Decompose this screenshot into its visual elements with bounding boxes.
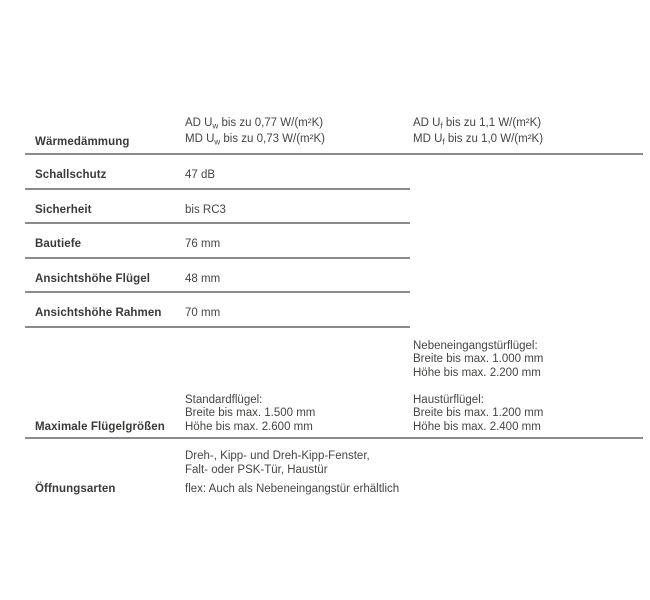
row-label-security: Sicherheit	[35, 203, 92, 216]
thermal-uf-line2: MD $U_f$ bis zu 1,0 W/(m²K)	[413, 133, 544, 147]
depth-value: 76 mm	[185, 238, 221, 250]
side-entry-title: Nebeneingangstürflügel:	[413, 339, 538, 352]
frame-height-value: 70 mm	[185, 307, 221, 319]
row-max-sash-sizes	[25, 328, 643, 438]
front-door-height: Höhe bis max. 2.400 mm	[413, 420, 541, 433]
row-label-max-sizes: Maximale Flügelgrößen	[35, 420, 165, 433]
row-frame-face-height	[25, 293, 643, 326]
opening-types-line2: Falt- oder PSK-Tür, Haustür	[185, 463, 328, 476]
thermal-uw-values	[185, 117, 413, 149]
standard-sash-width: Breite bis max. 1.500 mm	[185, 407, 316, 419]
row-label-depth: Bautiefe	[35, 238, 82, 250]
front-door-title: Haustürflügel:	[413, 393, 484, 406]
row-opening-types	[25, 439, 643, 501]
sash-height-value: 48 mm	[185, 272, 221, 285]
row-label-opening-types: Öffnungsarten	[35, 483, 116, 495]
opening-types-values	[185, 450, 413, 497]
spec-table	[25, 117, 643, 501]
row-label-thermal: Wärmedämmung	[35, 135, 130, 148]
row-label-sound: Schallschutz	[35, 169, 107, 181]
thermal-uw-line2: MD $U_w$ bis zu 0,73 W/(m²K)	[185, 133, 325, 147]
standard-sash-height: Höhe bis max. 2.600 mm	[185, 420, 313, 433]
max-sizes-standard-block	[185, 394, 413, 435]
security-value: bis RC3	[185, 203, 226, 216]
max-sizes-door-blocks	[413, 340, 643, 435]
sound-value: 47 dB	[185, 169, 216, 181]
side-entry-height: Höhe bis max. 2.200 mm	[413, 366, 541, 379]
row-sound-insulation	[25, 155, 643, 188]
row-label-sash-height: Ansichtshöhe Flügel	[35, 272, 150, 285]
row-construction-depth	[25, 224, 643, 257]
side-entry-width: Breite bis max. 1.000 mm	[413, 353, 544, 365]
front-door-block	[413, 394, 643, 435]
opening-types-flex-note: flex: Auch als Nebeneingangstür erhältlich	[185, 483, 400, 495]
thermal-uf-values	[413, 117, 643, 149]
front-door-width: Breite bis max. 1.200 mm	[413, 407, 544, 419]
opening-types-line1: Dreh-, Kipp- und Dreh-Kipp-Fenster,	[185, 450, 370, 462]
row-sash-face-height	[25, 259, 643, 292]
row-security	[25, 190, 643, 223]
row-label-frame-height: Ansichtshöhe Rahmen	[35, 307, 162, 319]
row-thermal-insulation	[25, 117, 643, 153]
thermal-uf-line1: AD $U_f$ bis zu 1,1 W/(m²K)	[413, 117, 542, 131]
thermal-uw-line1: AD $U_w$ bis zu 0,77 W/(m²K)	[185, 117, 324, 131]
side-entry-door-block	[413, 340, 643, 381]
standard-sash-title: Standardflügel:	[185, 393, 263, 406]
